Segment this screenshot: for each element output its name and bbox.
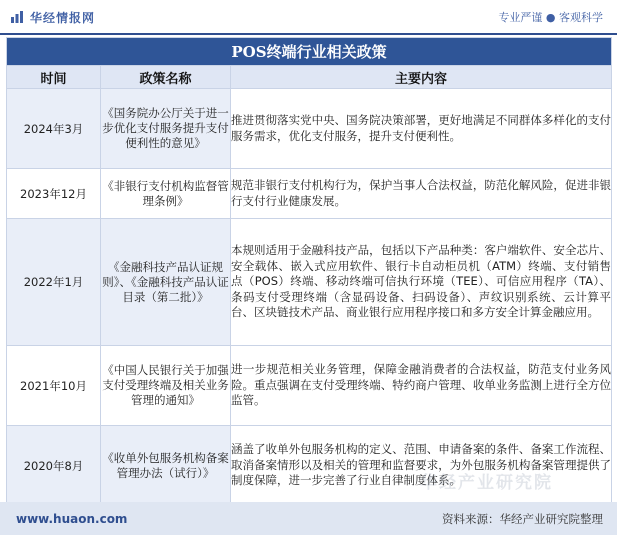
row-policy-name: 《金融科技产品认证规则》、《金融科技产品认证目录（第二批）》 <box>101 219 231 346</box>
footer-source: 资料来源：华经产业研究院整理 <box>442 511 603 526</box>
table-row <box>7 89 612 169</box>
row-date: 2022年1月 <box>7 219 101 346</box>
row-date: 2023年12月 <box>7 169 101 219</box>
top-bar <box>0 0 617 34</box>
table-header-row <box>7 66 612 89</box>
row-content: 进一步规范相关业务管理，保障金融消费者的合法权益，防范支付业务风险。重点强调在支付受理终端、特约商户管理、收单业务监测上进行全方位监管。 <box>231 346 612 426</box>
policy-table <box>6 37 612 506</box>
column-header-content: 主要内容 <box>231 66 612 89</box>
table-row <box>7 219 612 346</box>
column-header-date: 时间 <box>7 66 101 89</box>
row-policy-name: 《非银行支付机构监督管理条例》 <box>101 169 231 219</box>
row-date: 2020年8月 <box>7 426 101 506</box>
footer <box>0 502 617 535</box>
row-date: 2021年10月 <box>7 346 101 426</box>
row-policy-name: 《中国人民银行关于加强支付受理终端及相关业务管理的通知》 <box>101 346 231 426</box>
row-date: 2024年3月 <box>7 89 101 169</box>
brand <box>10 9 95 26</box>
row-content: 涵盖了收单外包服务机构的定义、范围、申请备案的条件、备案工作流程、取消备案情形以及相关的管理和监督要求，为外包服务机构备案管理提供了制度保障，进一步完善了行业自律制度体系。 <box>231 426 612 506</box>
brand-name: 华经情报网 <box>30 10 96 25</box>
table-row <box>7 169 612 219</box>
footer-site-url: www.huaon.com <box>16 511 128 526</box>
table-row <box>7 346 612 426</box>
slogan: 专业严谨 ● 客观科学 <box>498 11 603 24</box>
watermark: 华经产业研究院 <box>420 473 553 493</box>
row-content: 本规则适用于金融科技产品，包括以下产品种类：客户端软件、安全芯片、安全载体、嵌入式应用软件、银行卡自动柜员机（ATM）终端、支付销售点（POS）终端、移动终端可信执行环境（TEE）、可信应用程序（TA）、条码支付受理终端（含显码设备、扫码设备）、声纹识别系统、云计算平台、区块链技术产品、商业银行应用程序接口和多方安全计算金融应用。 <box>231 219 612 346</box>
row-policy-name: 《收单外包服务机构备案管理办法（试行）》 <box>101 426 231 506</box>
row-content: 推进贯彻落实党中央、国务院决策部署，更好地满足不同群体多样化的支付服务需求，优化支付服务，提升支付便利性。 <box>231 89 612 169</box>
table-title: POS终端行业相关政策 <box>7 38 612 66</box>
row-policy-name: 《国务院办公厅关于进一步优化支付服务提升支付便利性的意见》 <box>101 89 231 169</box>
bar-chart-logo-icon <box>10 10 24 24</box>
top-divider <box>0 33 617 35</box>
row-content: 规范非银行支付机构行为，保护当事人合法权益，防范化解风险，促进非银行支付行业健康发展。 <box>231 169 612 219</box>
column-header-policy-name: 政策名称 <box>101 66 231 89</box>
table-row <box>7 426 612 506</box>
